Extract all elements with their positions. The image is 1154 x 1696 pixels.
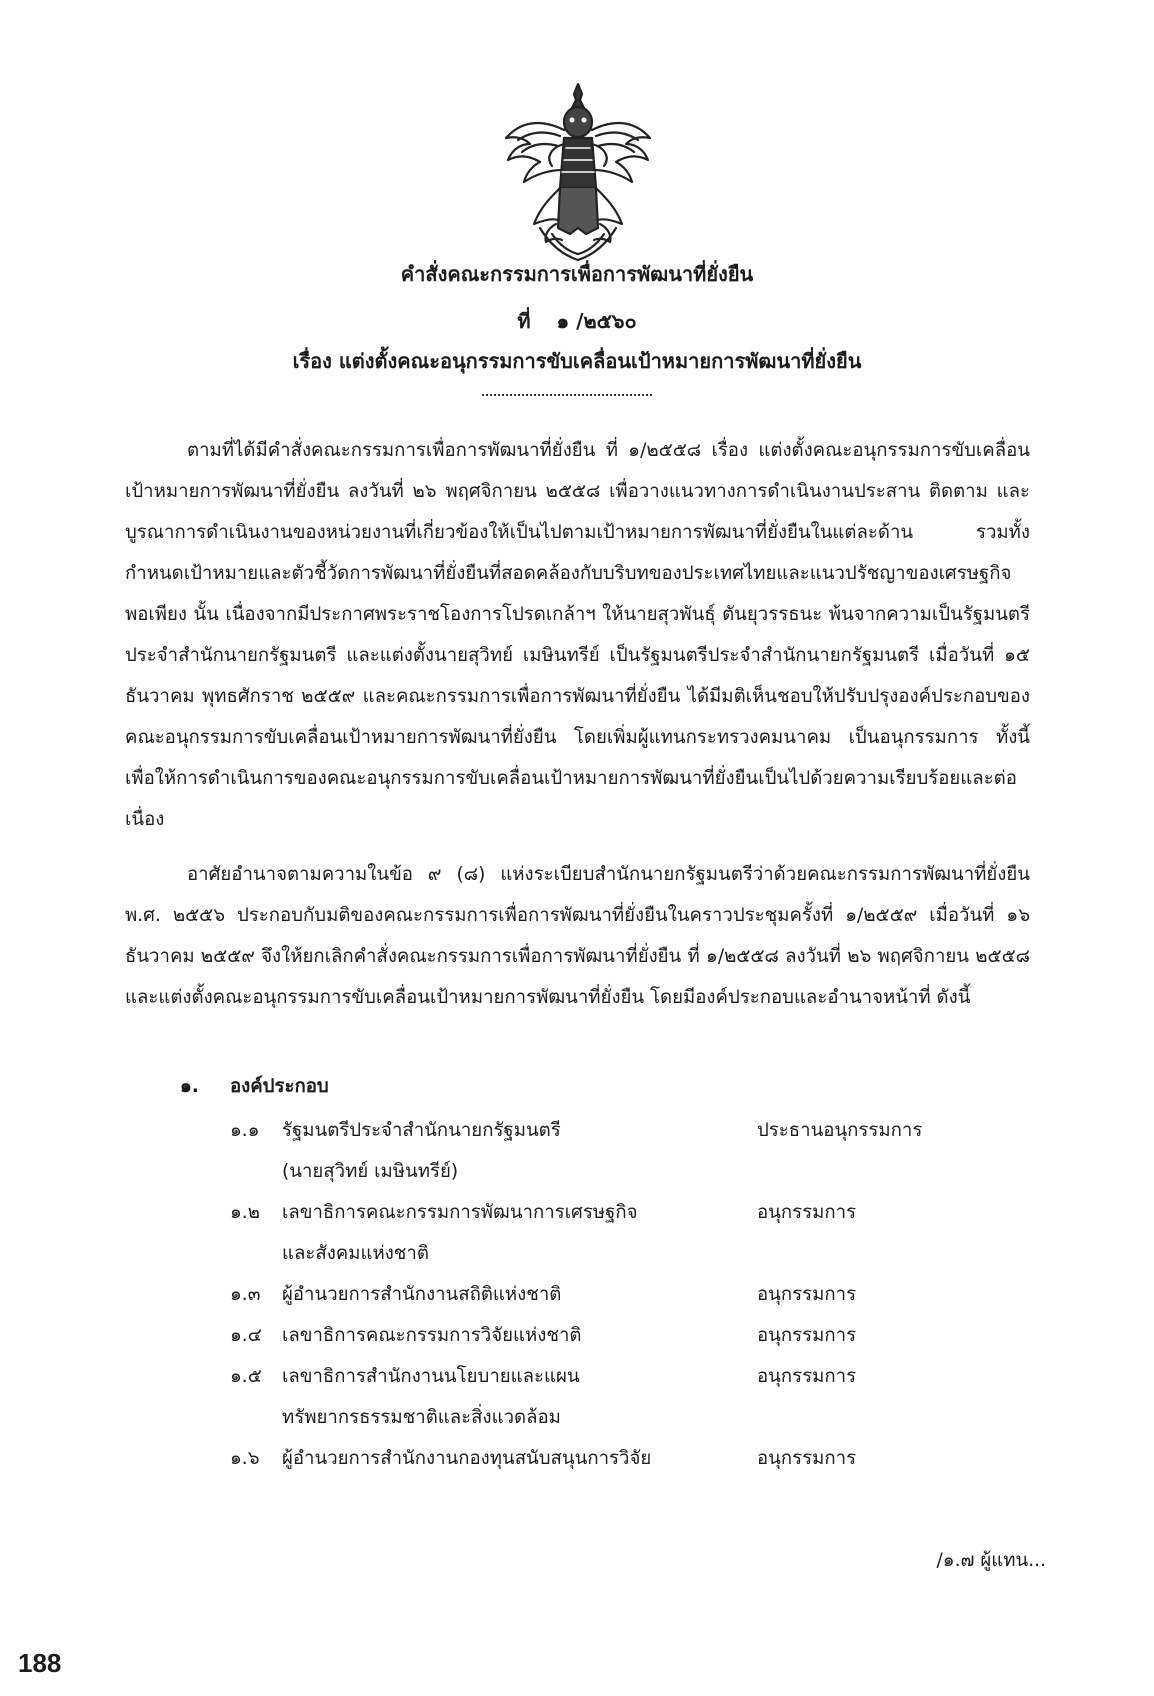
- member-row: [230, 1397, 1030, 1438]
- member-row: [230, 1151, 1030, 1192]
- member-number: ๑.๑: [230, 1120, 260, 1141]
- page-number: 188: [18, 1648, 62, 1678]
- paragraph-1: [125, 430, 1030, 840]
- member-number: [230, 1397, 282, 1438]
- member-name: และสังคมแห่งชาติ: [282, 1243, 429, 1264]
- order-subject: เรื่อง แต่งตั้งคณะอนุกรรมการขับเคลื่อนเป้าหมายการพัฒนาที่ยั่งยืน: [292, 349, 862, 373]
- order-number: [0, 305, 1154, 337]
- member-name: ผู้อำนวยการสำนักงานกองทุนสนับสนุนการวิจัย: [282, 1448, 652, 1469]
- member-row: [230, 1110, 1030, 1151]
- member-role: อนุกรรมการ: [757, 1284, 857, 1305]
- paragraph-2-text: อาศัยอำนาจตามความในข้อ ๙ (๘) แห่งระเบียบสำนักนายกรัฐมนตรีว่าด้วยคณะกรรมการพัฒนาที่ยั่งยืน พ.ศ. ๒๕๕๖ ประกอบกับมติของคณะกรรมการเพื่อการพัฒนาที่ยั่งยืนในคราวประชุมครั้งที่ ๑/๒๕๕๙ เมื่อวันที่ ๑๖ ธันวาคม ๒๕๕๙ จึงให้ยกเลิกคำสั่งคณะกรรมการเพื่อการพัฒนาที่ยั่งยืน ที่ ๑/๒๕๕๘ ลงวันที่ ๒๖ พฤศจิกายน ๒๕๕๘ และแต่งตั้งคณะอนุกรรมการขับเคลื่อนเป้าหมายการพัฒนาที่ยั่งยืน โดยมีองค์ประกอบและอำนาจหน้าที่ ดังนี้: [125, 864, 1030, 1008]
- member-name: (นายสุวิทย์ เมษินทรีย์): [282, 1161, 459, 1182]
- member-role: อนุกรรมการ: [757, 1202, 857, 1223]
- member-row: [230, 1315, 1030, 1356]
- member-role: อนุกรรมการ: [757, 1366, 857, 1387]
- paragraph-1-text: ตามที่ได้มีคำสั่งคณะกรรมการเพื่อการพัฒนาที่ยั่งยืน ที่ ๑/๒๕๕๘ เรื่อง แต่งตั้งคณะอนุกรรมการขับเคลื่อนเป้าหมายการพัฒนาที่ยั่งยืน ลงวันที่ ๒๖ พฤศจิกายน ๒๕๕๘ เพื่อวางแนวทางการดำเนินงานประสาน ติดตาม และบูรณาการดำเนินงานของหน่วยงานที่เกี่ยวข้องให้เป็นไปตามเป้าหมายการพัฒนาที่ยั่งยืนในแต่ละด้าน รวมทั้งกำหนดเป้าหมายและตัวชี้วัดการพัฒนาที่ยั่งยืนที่สอดคล้องกับบริบทของประเทศไทยและแนวปรัชญาของเศรษฐกิจพอเพียง นั้น เนื่องจากมีประกาศพระราชโองการโปรดเกล้าฯ ให้นายสุวพันธุ์ ตันยุวรรธนะ พ้นจากความเป็นรัฐมนตรีประจำสำนักนายกรัฐมนตรี และแต่งตั้งนายสุวิทย์ เมษินทรีย์ เป็นรัฐมนตรีประจำสำนักนายกรัฐมนตรี เมื่อวันที่ ๑๕ ธันวาคม พุทธศักราช ๒๕๕๙ และคณะกรรมการเพื่อการพัฒนาที่ยั่งยืน ได้มีมติเห็นชอบให้ปรับปรุงองค์ประกอบของคณะอนุกรรมการขับเคลื่อนเป้าหมายการพัฒนาที่ยั่งยืน โดยเพิ่มผู้แทนกระทรวงคมนาคม เป็นอนุกรรมการ ทั้งนี้ เพื่อให้การดำเนินการของคณะอนุกรรมการขับเคลื่อนเป้าหมายการพัฒนาที่ยั่งยืนเป็นไปด้วยความเรียบร้อยและต่อเนื่อง: [125, 440, 1030, 830]
- section-number: ๑.: [180, 1076, 199, 1097]
- member-number: ๑.๒: [230, 1202, 260, 1223]
- member-number: [230, 1233, 282, 1274]
- section-heading: [180, 1072, 329, 1101]
- member-number: ๑.๖: [230, 1448, 260, 1469]
- continuation-note: /๑.๗ ผู้แทน...: [936, 1550, 1046, 1571]
- member-role: ประธานอนุกรรมการ: [757, 1120, 923, 1141]
- member-number: ๑.๓: [230, 1284, 261, 1305]
- member-number: ๑.๕: [230, 1366, 262, 1387]
- member-role: อนุกรรมการ: [757, 1325, 857, 1346]
- separator-dots: [482, 386, 652, 396]
- member-role: [757, 1233, 1030, 1274]
- member-row: [230, 1192, 1030, 1233]
- member-name: รัฐมนตรีประจำสำนักนายกรัฐมนตรี: [282, 1120, 561, 1141]
- member-number: [230, 1151, 282, 1192]
- garuda-emblem-icon: [500, 78, 656, 268]
- member-name: ทรัพยากรธรรมชาติและสิ่งแวดล้อม: [282, 1407, 561, 1428]
- member-role: [757, 1397, 1030, 1438]
- member-number: ๑.๔: [230, 1325, 262, 1346]
- order-number-label: ที่: [517, 309, 531, 333]
- member-row: [230, 1438, 1030, 1479]
- member-name: เลขาธิการคณะกรรมการพัฒนาการเศรษฐกิจ: [282, 1202, 638, 1223]
- member-role: อนุกรรมการ: [757, 1448, 857, 1469]
- member-role: [757, 1151, 1030, 1192]
- member-row: [230, 1233, 1030, 1274]
- member-name: เลขาธิการสำนักงานนโยบายและแผน: [282, 1366, 580, 1387]
- paragraph-2: [125, 854, 1030, 1018]
- order-title: คำสั่งคณะกรรมการเพื่อการพัฒนาที่ยั่งยืน: [400, 262, 754, 286]
- member-row: [230, 1274, 1030, 1315]
- member-name: ผู้อำนวยการสำนักงานสถิติแห่งชาติ: [282, 1284, 562, 1305]
- section-title: องค์ประกอบ: [230, 1076, 329, 1097]
- member-name: เลขาธิการคณะกรรมการวิจัยแห่งชาติ: [282, 1325, 582, 1346]
- order-number-value: ๑ /๒๕๖๐: [556, 309, 637, 333]
- member-row: [230, 1356, 1030, 1397]
- member-list: [230, 1110, 1030, 1479]
